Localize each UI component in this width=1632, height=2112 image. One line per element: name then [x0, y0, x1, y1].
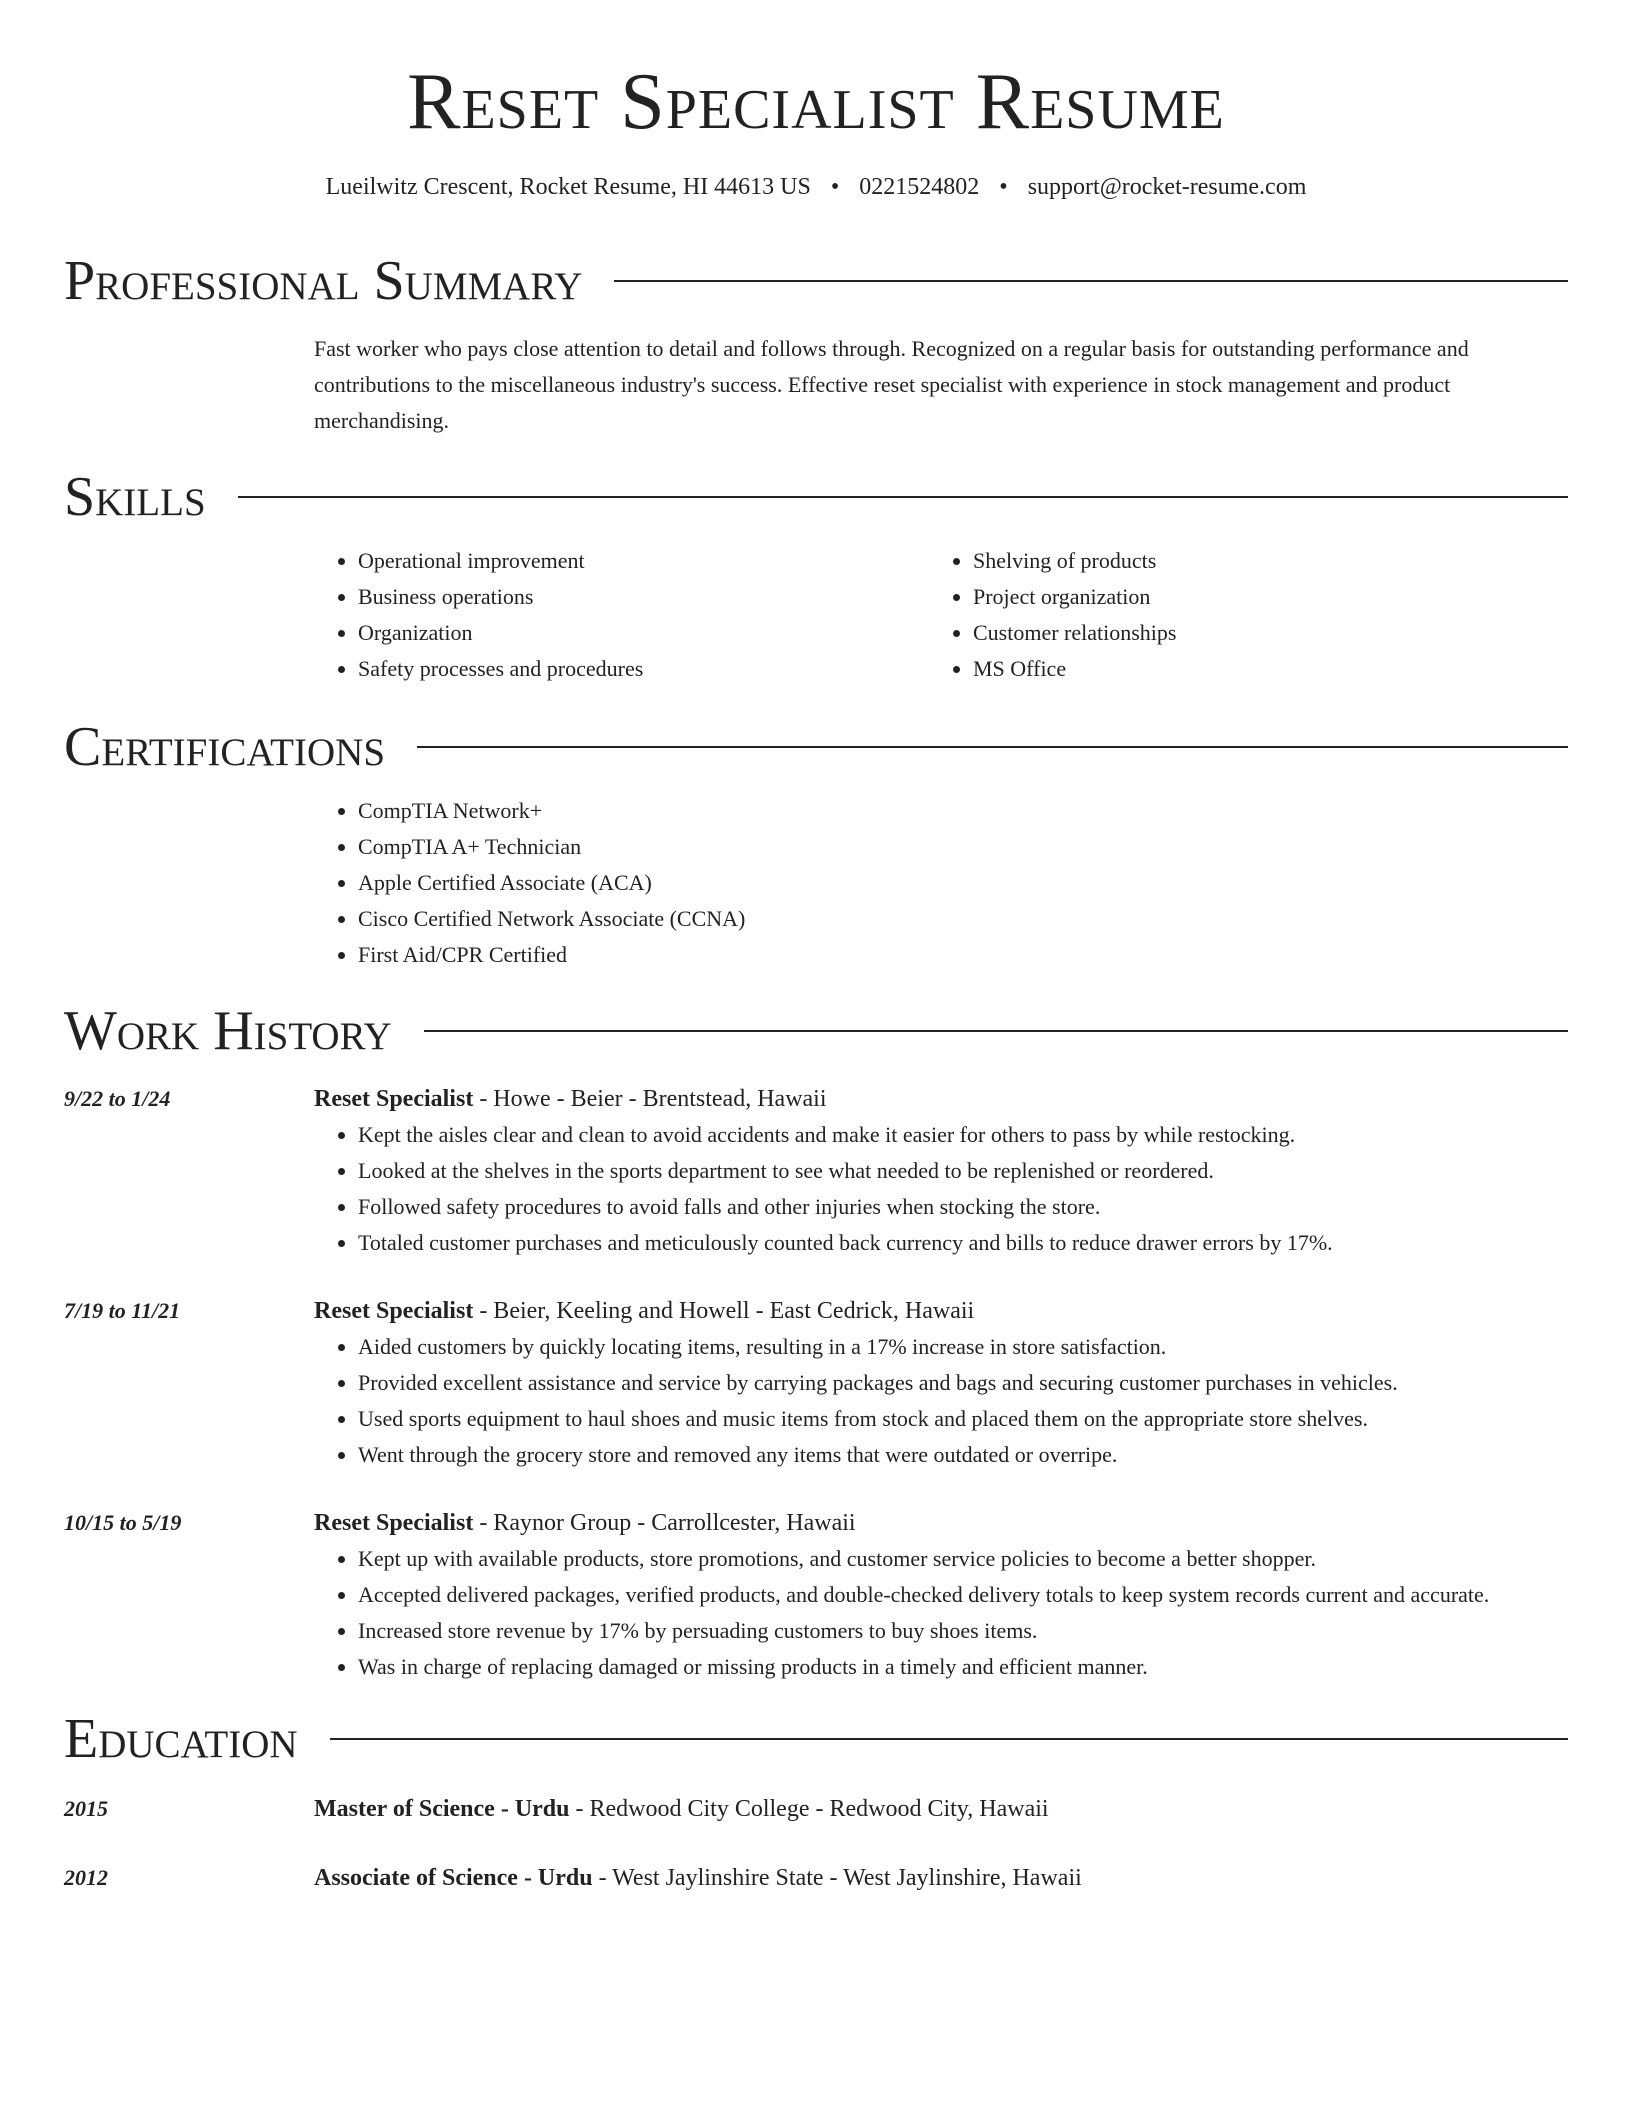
skill-item: • MS Office [973, 651, 1544, 687]
education-details [314, 1791, 1568, 1827]
contact-email: support@rocket-resume.com [1027, 174, 1307, 200]
skill-item: • Shelving of products [973, 543, 1544, 579]
work-history-list [64, 1081, 1568, 1685]
job-bullet: • Increased store revenue by 17% by persuading customers to buy shoes items. [358, 1613, 1568, 1649]
certification-item: • CompTIA Network+ [358, 793, 1568, 829]
contact-phone: 0221524802 [859, 174, 980, 200]
education-section-header [64, 1708, 1568, 1770]
skill-item: • Organization [358, 615, 929, 651]
job-details [314, 1081, 1568, 1261]
skill-item: • Business operations [358, 579, 929, 615]
job-bullet: • Kept up with available products, store promotions, and customer service policies to become a better shopper. [358, 1541, 1568, 1577]
job-heading-line [314, 1505, 1568, 1541]
job-entry [64, 1081, 1568, 1261]
job-bullet: • Was in charge of replacing damaged or missing products in a timely and efficient manner. [358, 1649, 1568, 1685]
job-entry [64, 1505, 1568, 1685]
education-entry [64, 1791, 1568, 1827]
section-divider [417, 746, 1568, 748]
education-degree: Associate of Science - Urdu [314, 1865, 593, 1891]
skills-column-left [314, 543, 929, 687]
summary-section-header [64, 250, 1568, 312]
job-employer: - Raynor Group - Carrollcester, Hawaii [473, 1510, 856, 1536]
skills-list-right [929, 543, 1544, 687]
certification-item: • First Aid/CPR Certified [358, 937, 1568, 973]
certifications-list [314, 793, 1568, 973]
skills-heading: Skills [64, 466, 206, 528]
certifications-list-wrapper [314, 793, 1568, 973]
job-bullet: • Accepted delivered packages, verified products, and double-checked delivery totals to keep system records current and accurate. [358, 1577, 1568, 1613]
skill-item: • Customer relationships [973, 615, 1544, 651]
job-title: Reset Specialist [314, 1086, 474, 1112]
job-bullet: • Used sports equipment to haul shoes and music items from stock and placed them on the appropriate store shelves. [358, 1401, 1568, 1437]
certification-item: • CompTIA A+ Technician [358, 829, 1568, 865]
certification-item: • Apple Certified Associate (ACA) [358, 865, 1568, 901]
job-bullet: • Provided excellent assistance and service by carrying packages and bags and securing customer purchases in vehicles. [358, 1365, 1568, 1401]
skills-list-left [314, 543, 929, 687]
contact-separator: • [830, 174, 840, 200]
job-bullets [314, 1117, 1568, 1261]
section-divider [330, 1738, 1568, 1740]
contact-line [64, 174, 1568, 201]
skills-column-right [929, 543, 1544, 687]
job-heading-line [314, 1081, 1568, 1117]
job-title: Reset Specialist [314, 1298, 474, 1324]
job-title: Reset Specialist [314, 1510, 474, 1536]
education-year: 2012 [64, 1865, 108, 1890]
work-heading: Work History [64, 1000, 392, 1062]
job-bullet: • Aided customers by quickly locating items, resulting in a 17% increase in store satisfaction. [358, 1329, 1568, 1365]
section-divider [238, 496, 1568, 498]
job-dates: 9/22 to 1/24 [64, 1086, 171, 1111]
education-list [64, 1791, 1568, 1896]
education-school: - Redwood City College - Redwood City, Hawaii [569, 1796, 1049, 1822]
contact-address: Lueilwitz Crescent, Rocket Resume, HI 44613 US [325, 174, 811, 200]
section-divider [424, 1030, 1568, 1032]
job-dates: 7/19 to 11/21 [64, 1298, 181, 1323]
job-bullet: • Totaled customer purchases and meticulously counted back currency and bills to reduce drawer errors by 17%. [358, 1225, 1568, 1261]
summary-heading: Professional Summary [64, 250, 583, 312]
education-year: 2015 [64, 1796, 108, 1821]
education-school: - West Jaylinshire State - West Jaylinshire, Hawaii [592, 1865, 1082, 1891]
job-dates: 10/15 to 5/19 [64, 1510, 182, 1535]
job-heading-line [314, 1293, 1568, 1329]
work-section-header [64, 1000, 1568, 1062]
skills-grid [314, 543, 1568, 687]
contact-separator: • [999, 174, 1008, 200]
education-entry [64, 1860, 1568, 1896]
job-bullets [314, 1541, 1568, 1685]
job-entry [64, 1293, 1568, 1473]
job-bullet: • Kept the aisles clear and clean to avoid accidents and make it easier for others to pass by while restocking. [358, 1117, 1568, 1153]
job-bullet: • Looked at the shelves in the sports department to see what needed to be replenished or reordered. [358, 1153, 1568, 1189]
section-divider [614, 280, 1568, 282]
certifications-section-header [64, 716, 1568, 778]
skill-item: • Operational improvement [358, 543, 929, 579]
education-details [314, 1860, 1568, 1896]
education-degree: Master of Science - Urdu [314, 1796, 570, 1822]
job-bullets [314, 1329, 1568, 1473]
education-heading: Education [64, 1708, 298, 1770]
job-employer: - Beier, Keeling and Howell - East Cedrick, Hawaii [473, 1298, 975, 1324]
certifications-heading: Certifications [64, 716, 386, 778]
certification-item: • Cisco Certified Network Associate (CCNA) [358, 901, 1568, 937]
resume-title: Reset Specialist Resume [407, 58, 1225, 146]
job-details [314, 1505, 1568, 1685]
job-employer: - Howe - Beier - Brentstead, Hawaii [473, 1086, 827, 1112]
job-bullet: • Went through the grocery store and removed any items that were outdated or overripe. [358, 1437, 1568, 1473]
skill-item: • Safety processes and procedures [358, 651, 929, 687]
skills-section-header [64, 466, 1568, 528]
skill-item: • Project organization [973, 579, 1544, 615]
job-bullet: • Followed safety procedures to avoid falls and other injuries when stocking the store. [358, 1189, 1568, 1225]
job-details [314, 1293, 1568, 1473]
summary-text: Fast worker who pays close attention to detail and follows through. Recognized on a regular basis for outstanding performance and contributions to the miscellaneous industry's success. Effective reset specialist with experience in stock management and product merchandising. [314, 336, 1469, 433]
